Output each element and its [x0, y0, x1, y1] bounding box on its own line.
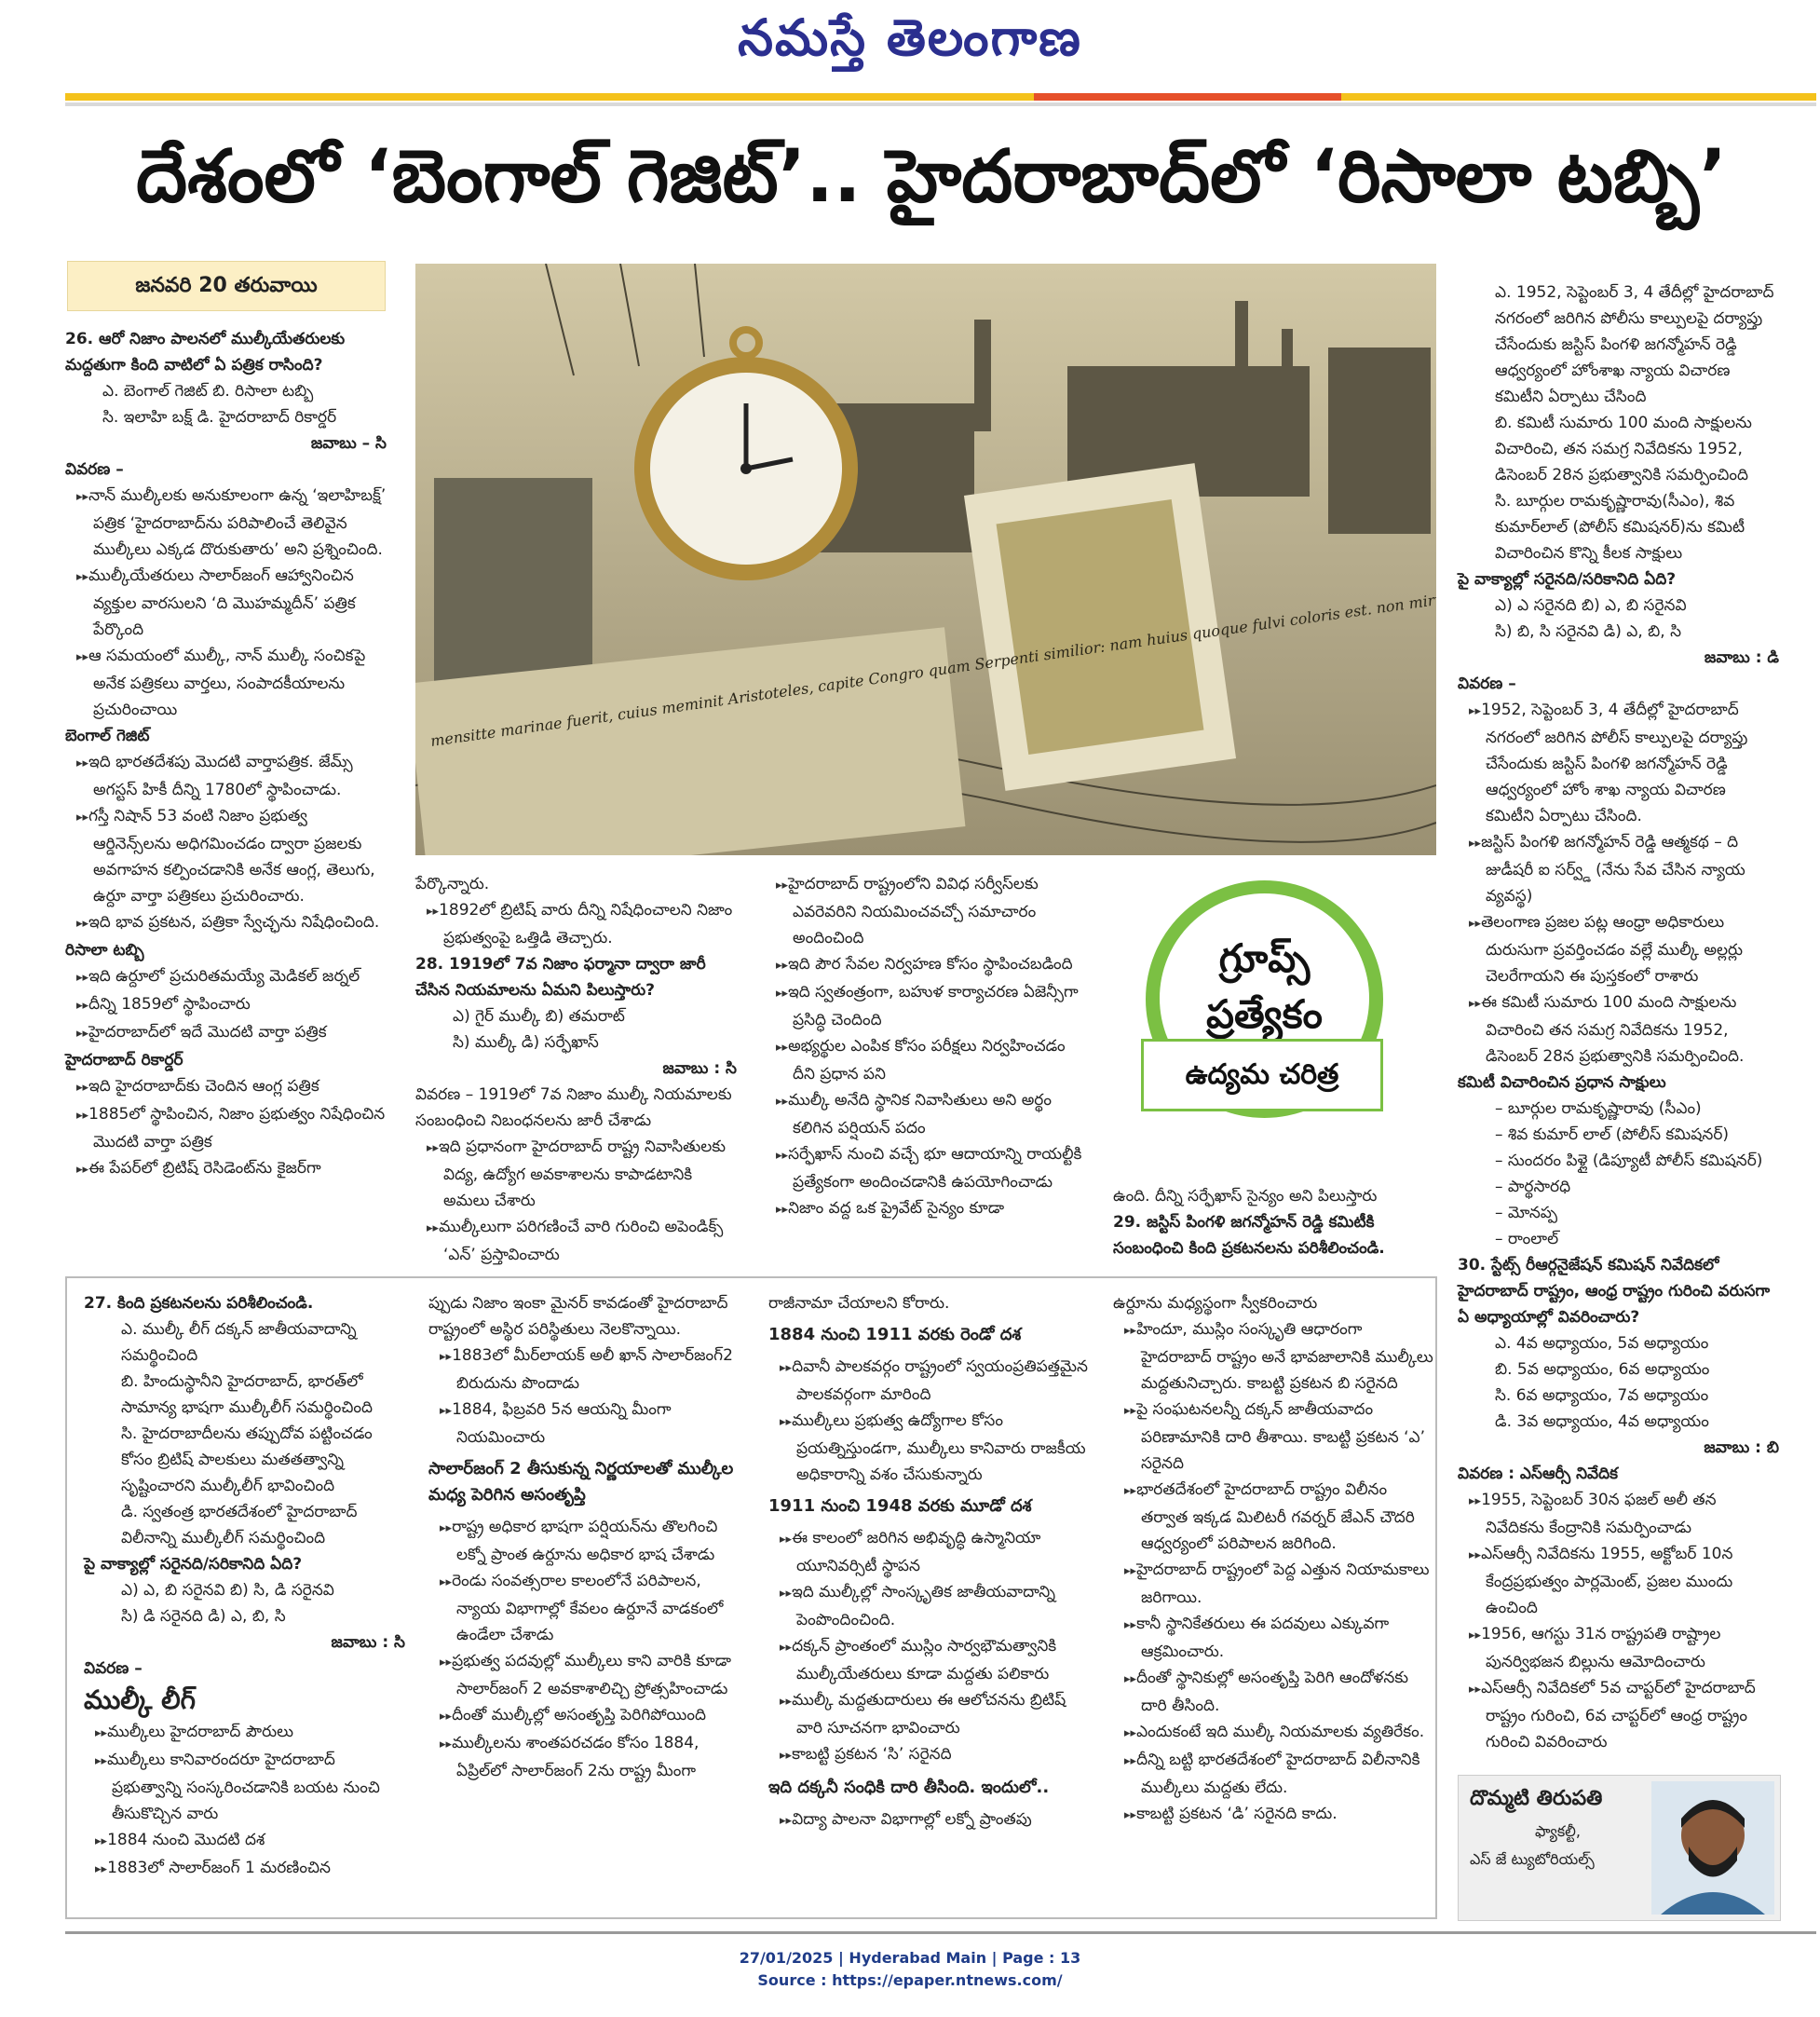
box1-question: 27. కింది ప్రకటనలను పరిశీలించండి.: [84, 1294, 314, 1313]
col5-option: – శివ కుమార్ లాల్ (పోలీస్ కమిషనర్): [1495, 1125, 1730, 1144]
col1-bullet: ▸▸ ముల్కీయేతరులు సాలార్‌జంగ్ ఆహ్వానించిన వ్యక్తుల వారసులని ‘ది మొహమ్మదీన్’ పత్రిక పేర్కొంది: [65, 563, 387, 643]
col1-bullet: ▸▸ ఇది ఉర్దూలో ప్రచురితమయ్యే మెడికల్ జర్నల్: [65, 963, 387, 991]
column-4: [1113, 1183, 1434, 1261]
page-footer: [0, 1947, 1820, 1992]
badge-line2: ప్రత్యేకం: [1206, 991, 1323, 1037]
avatar-icon: [1651, 1781, 1774, 1915]
header-thin-rule: [65, 102, 1816, 106]
box4-bullet: ▸▸ పై సంఘటనలన్నీ దక్కన్ జాతీయవాదం పరిణామానికి దారి తీశాయి. కాబట్టి ప్రకటన ‘ఎ’ సరైనది: [1113, 1397, 1434, 1477]
box3-bullet: ▸▸ ఈ కాలంలో జరిగిన అభివృద్ధి ఉస్మానియా యూనివర్సిటీ స్థాపన: [768, 1525, 1090, 1579]
author-designation: ఫ్యాకల్టీ,: [1535, 1822, 1581, 1840]
box-column-3: [768, 1290, 1090, 1834]
col2-question: 28. 1919లో 7వ నిజాం ఫర్మానా ద్వారా జారీ చేసిన నియమాలను ఏమని పిలుస్తారు?: [415, 955, 706, 1000]
col5-option: సి) బి, సి సరైనవి డి) ఎ, బి, సి: [1495, 622, 1682, 641]
col1-text: రిసాలా టబ్బి: [65, 941, 144, 960]
box3-bullet: ▸▸ ముల్కీ మద్దతుదారులు ఈ ఆలోచనను బ్రిటిష్ వారి సూచనగా భావించారు: [768, 1687, 1090, 1741]
photo-illustration: [415, 264, 1436, 855]
box1-option: డి. స్వతంత్ర భారతదేశంలో హైదరాబాద్ విలీనాన్ని ముల్కీలీగ్ సమర్థించింది: [121, 1503, 358, 1547]
box2-text: సాలార్‌జంగ్ 2 తీసుకున్న నిర్ణయాలతో ముల్కీల మధ్య పెరిగిన అసంతృప్తి: [428, 1459, 734, 1505]
col1-bullet: ▸▸ ఈ పేపర్‌లో బ్రిటిష్ రెసిడెంట్‌ను కైజర్‌గా: [65, 1155, 387, 1183]
box2-bullet: ▸▸ ముల్కీలను శాంతపరచడం కోసం 1884, ఏప్రిల్‌లో సాలార్‌జంగ్ 2ను రాష్ట్ర మీంగా: [428, 1730, 750, 1784]
box3-text: రాజీనామా చేయాలని కోరారు.: [768, 1294, 950, 1313]
col3-bullet: ▸▸ హైదరాబాద్ రాష్ట్రంలోని వివిధ సర్వీస్‌లకు ఎవరెవరిని నియమించవచ్చో సమాచారం అందించింది: [765, 871, 1086, 951]
col2-option: సి) ముల్కీ డి) సర్ఫేఖాస్: [453, 1033, 599, 1052]
box1-option: బి. హిందుస్థానీని హైదరాబాద్, భారత్‌లో సామాన్య భాషగా ముల్కీలీగ్ సమర్థించింది: [121, 1372, 374, 1417]
box-column-2: [428, 1290, 750, 1784]
col5-bullet: ▸▸ 1956, ఆగస్టు 31న రాష్ట్రపతి రాష్ట్రాల పునర్విభజన బిల్లును ఆమోదించారు: [1458, 1621, 1779, 1675]
photo-caption-text: mensitte marinae fuerit, cuius meminit Aristoteles, capite Congro quam Serpenti similior: nam huius quoque fulvi coloris est. non mirum: [428, 588, 1436, 750]
col2-bullet: ▸▸ ముల్కీలుగా పరిగణించే వారి గురించి అపెండిక్స్ ‘ఎన్’ ప్రస్తావించారు: [415, 1214, 737, 1268]
col3-bullet: ▸▸ ఇది పౌర సేవల నిర్వహణ కోసం స్థాపించబడింది: [765, 951, 1086, 979]
box-column-1: [84, 1290, 405, 1883]
col2-bullet: ▸▸ ఇది ప్రధానంగా హైదరాబాద్ రాష్ట్ర నివాసితులకు విద్య, ఉద్యోగ అవకాశాలను కాపాడటానికి అమలు చేశారు: [415, 1134, 737, 1214]
col5-answer: జవాబు : బి: [1704, 1438, 1779, 1457]
col1-bullet: ▸▸ ఆ సమయంలో ముల్కీ, నాన్ ముల్కీ సంచికపై అనేక పత్రికలు వార్తలు, సంపాదకీయాలను ప్రచురించాయి: [65, 643, 387, 723]
box4-bullet: ▸▸ హైదరాబాద్ రాష్ట్రంలో పెద్ద ఎత్తున నియామకాలు జరిగాయి.: [1113, 1557, 1434, 1611]
col5-answer: జవాబు : డి: [1704, 648, 1779, 667]
box1-bullet: ▸▸ 1883లో సాలార్‌జంగ్ 1 మరణించిన: [84, 1855, 405, 1883]
box1-option: సి. హైదరాబాదీలను తప్పుదోవ పట్టించడం కోసం బ్రిటిష్ పాలకులు మతతత్వాన్ని సృష్టించారని ముల్కీలీగ్ భావించింది: [121, 1424, 373, 1495]
col1-bullet: ▸▸ హైదరాబాద్‌లో ఇదే మొదటి వార్తా పత్రిక: [65, 1019, 387, 1047]
box3-bullet: ▸▸ కాబట్టి ప్రకటన ‘సి’ సరైనది: [768, 1741, 1090, 1769]
column-2: [415, 871, 1086, 1268]
badge-strip: ఉద్యమ చరిత్ర: [1141, 1039, 1383, 1111]
col1-answer: జవాబు – సి: [310, 434, 387, 453]
col5-option: ఎ) ఎ సరైనది బి) ఎ, బి సరైనవి: [1495, 596, 1687, 615]
article-photo: [415, 264, 1436, 855]
box1-option: ఎ) ఎ, బి సరైనవి బి) సి, డి సరైనవి: [121, 1581, 334, 1600]
col3-bullet: ▸▸ నిజాం వద్ద ఒక ప్రైవేట్ సైన్యం కూడా: [765, 1195, 1086, 1223]
column-5: [1458, 279, 1779, 1755]
box3-text: 1884 నుంచి 1911 వరకు రెండో దశ: [768, 1325, 1022, 1344]
box1-option: సి) డి సరైనది డి) ఎ, బి, సి: [121, 1607, 286, 1626]
column-1: [65, 326, 387, 1183]
col5-option: – బూర్గుల రామకృష్ణారావు (సీఎం): [1495, 1099, 1702, 1118]
col5-bullet: ▸▸ 1952, సెప్టెంబర్ 3, 4 తేదీల్లో హైదరాబాద్ నగరంలో జరిగిన పోలీస్ కాల్పులపై దర్యాప్తు చేసేందుకు జస్టిస్ పింగళి జగన్మోహన్ రెడ్డి ఆధ్వర్యంలో హోం శాఖ న్యాయ విచారణ కమిటీని ఏర్పాటు చేసింది.: [1458, 697, 1779, 829]
col5-option: – మోనప్ప: [1495, 1204, 1557, 1222]
box1-text: వివరణ –: [84, 1659, 143, 1678]
col5-bullet: ▸▸ ఎస్ఆర్సీ నివేదికలో 5వ చాప్టర్‌లో హైదరాబాద్ రాష్ట్రం గురించి, 6వ చాప్టర్‌లో ఆంధ్ర రాష్ట్రం గురించి వివరించారు: [1458, 1675, 1779, 1755]
box4-bullet: ▸▸ ఎందుకంటే ఇది ముల్కీ నియమాలకు వ్యతిరేకం.: [1113, 1719, 1434, 1747]
box2-bullet: ▸▸ రెండు సంవత్సరాల కాలంలోనే పరిపాలన, న్యాయ విభాగాల్లో కేవలం ఉర్దూనే వాడకంలో ఉండేలా చేశాడు: [428, 1568, 750, 1648]
author-card: [1458, 1775, 1781, 1921]
box3-text: 1911 నుంచి 1948 వరకు మూడో దశ: [768, 1496, 1032, 1516]
footer-date-edition: 27/01/2025 | Hyderabad Main | Page : 13: [739, 1949, 1081, 1967]
box3-bullet: ▸▸ ముల్కీలు ప్రభుత్వ ఉద్యోగాల కోసం ప్రయత్నిస్తుండగా, ముల్కీలు కానివారు రాజకీయ అధికారాన్ని వశం చేసుకున్నారు: [768, 1408, 1090, 1488]
box1-answer: జవాబు : సి: [331, 1633, 405, 1652]
box3-bullet: ▸▸ ఇది ముల్కీల్లో సాంస్కృతిక జాతీయవాదాన్ని పెంపొందించింది.: [768, 1579, 1090, 1633]
col3-bullet: ▸▸ అభ్యర్థుల ఎంపిక కోసం పరీక్షలు నిర్వహించడం దీని ప్రధాన పని: [765, 1033, 1086, 1087]
col5-text: వివరణ –: [1458, 675, 1516, 693]
col1-option: సి. ఇలాహి బక్ష్ డి. హైదరాబాద్ రికార్డర్: [102, 408, 337, 427]
box4-bullet: ▸▸ హిందూ, ముస్లిం సంస్కృతి ఆధారంగా హైదరాబాద్ రాష్ట్రం అనే భావజాలానికి ముల్కీలు మద్దతునిచ్చారు. కాబట్టి ప్రకటన బి సరైనది: [1113, 1316, 1434, 1397]
box1-bullet: ▸▸ 1884 నుంచి మొదటి దశ: [84, 1827, 405, 1855]
masthead-logo: నమస్తే తెలంగాణ: [738, 7, 1082, 67]
col4-question: 29. జస్టిస్ పింగళి జగన్మోహన్ రెడ్డి కమిటీకి సంబంధించి కింది ప్రకటనలను పరిశీలించండి.: [1113, 1213, 1385, 1258]
footer-source-link[interactable]: Source : https://epaper.ntnews.com/: [757, 1971, 1063, 1989]
col1-bullet: ▸▸ ఇది హైదరాబాద్‌కు చెందిన ఆంగ్ల పత్రిక: [65, 1073, 387, 1101]
col1-text: బెంగాల్ గెజిట్: [65, 727, 150, 745]
col5-question: పై వాక్యాల్లో సరైనది/సరికానిది ఏది?: [1458, 570, 1677, 589]
box3-text: ఇది దక్కనీ సంధికి దారి తీసింది. ఇందులో..: [768, 1778, 1050, 1797]
col5-bullet: ▸▸ జస్టిస్ పింగళి జగన్మోహన్ రెడ్డి ఆత్మకథ – ది జుడీషరీ ఐ సర్వ్డ్ (నేను సేవ చేసిన న్యాయ వ్యవస్థ): [1458, 829, 1779, 909]
col5-option: – పార్థసారధి: [1495, 1178, 1571, 1196]
col5-option: బి. కమిటీ సుమారు 100 మంది సాక్షులను విచారించి, తన సమగ్ర నివేదికను 1952, డిసెంబర్ 28న ప్రభుత్వానికి సమర్పించింది: [1495, 414, 1752, 484]
col2-text: పేర్కొన్నారు.: [415, 875, 490, 893]
col3-bullet: ▸▸ సర్ఫేఖాస్ నుంచి వచ్చే భూ ఆదాయాన్ని రాయల్టీకి ప్రత్యేకంగా అందించడానికి ఉపయోగించాడు: [765, 1141, 1086, 1195]
box-column-4: [1113, 1290, 1434, 1829]
box1-question: పై వాక్యాల్లో సరైనది/సరికానిది ఏది?: [84, 1555, 303, 1574]
col1-bullet: ▸▸ దీన్ని 1859లో స్థాపించారు: [65, 991, 387, 1019]
col2-answer: జవాబు : సి: [662, 1059, 737, 1078]
col1-bullet: ▸▸ గస్తీ నిషాన్ 53 వంటి నిజాం ప్రభుత్వ ఆర్డినెన్స్‌లను అధిగమించడం ద్వారా ప్రజలకు అవగాహన కల్పించడానికి అనేక ఆంగ్ల, తెలుగు, ఉర్దూ వార్తా పత్రికలు ప్రచురించారు.: [65, 803, 387, 909]
col5-option: – రాంలాల్: [1495, 1230, 1559, 1248]
box4-text: ఉర్దూను మధ్యస్థంగా స్వీకరించారు: [1113, 1294, 1318, 1313]
box3-bullet: ▸▸ విద్యా పాలనా విభాగాల్లో లక్నో ప్రాంతపు: [768, 1806, 1090, 1834]
header-accent-rule: [1034, 93, 1341, 101]
author-photo: [1651, 1781, 1774, 1915]
col2-bullet: ▸▸ 1892లో బ్రిటిష్ వారు దీన్ని నిషేధించాలని నిజాం ప్రభుత్వంపై ఒత్తిడి తెచ్చారు.: [415, 897, 737, 951]
header-rule: [65, 93, 1816, 101]
author-name: దొమ్మటి తిరుపతి: [1470, 1787, 1603, 1810]
col1-bullet: ▸▸ ఇది భారతదేశపు మొదటి వార్తాపత్రిక. జేమ్స్ అగస్టస్ హికీ దీన్ని 1780లో స్థాపించాడు.: [65, 749, 387, 803]
box4-bullet: ▸▸ కానీ స్థానికేతరులు ఈ పదవులు ఎక్కువగా ఆక్రమించారు.: [1113, 1611, 1434, 1665]
col5-text: వివరణ : ఎస్ఆర్సీ నివేదిక: [1458, 1465, 1618, 1483]
col5-option: సి. బూర్గుల రామకృష్ణారావు(సీఎం), శివ కుమార్‌లాల్ (పోలీస్ కమిషనర్)ను కమిటీ విచారించిన కొన్ని కీలక సాక్షులు: [1495, 492, 1745, 563]
box1-option: ఎ. ముల్కీ లీగ్ దక్కన్ జాతీయవాదాన్ని సమర్థించింది: [121, 1320, 357, 1365]
col5-text: కమిటీ విచారించిన ప్రధాన సాక్షులు: [1458, 1073, 1666, 1092]
col1-option: ఎ. బెంగాల్ గెజిట్ బి. రిసాలా టబ్బి: [102, 382, 314, 401]
col5-option: బి. 5వ అధ్యాయం, 6వ అధ్యాయం: [1495, 1360, 1710, 1379]
box3-bullet: ▸▸ దివానీ పాలకవర్గం రాష్ట్రంలో స్వయంప్రతిపత్తమైన పాలకవర్గంగా మారింది: [768, 1354, 1090, 1408]
col5-option: డి. 3వ అధ్యాయం, 4వ అధ్యాయం: [1495, 1412, 1709, 1431]
box1-bullet: ▸▸ ముల్కీలు కానివారందరూ హైదరాబాద్ ప్రభుత్వాన్ని సంస్కరించడానికి బయట నుంచి తీసుకొచ్చిన వారు: [84, 1747, 405, 1827]
col5-bullet: ▸▸ ఈ కమిటీ సుమారు 100 మంది సాక్షులను విచారించి తన సమగ్ర నివేదికను 1952, డిసెంబర్ 28న ప్రభుత్వానికి సమర్పించింది.: [1458, 989, 1779, 1070]
article-headline: దేశంలో ‘బెంగాల్ గెజిట్’.. హైదరాబాద్‌లో ‘రిసాలా టబ్బి’: [136, 135, 1727, 219]
col3-bullet: ▸▸ ఇది స్వతంత్రంగా, బహుళ కార్యాచరణ ఏజెన్సీగా ప్రసిద్ధి చెందింది: [765, 979, 1086, 1033]
col2-text: వివరణ – 1919లో 7వ నిజాం ముల్కీ నియమాలకు సంబంధించి నిబంధనలను జారీ చేశాడు: [415, 1085, 732, 1130]
box4-bullet: ▸▸ దీంతో స్థానికుల్లో అసంతృప్తి పెరిగి ఆందోళనకు దారి తీసింది.: [1113, 1665, 1434, 1719]
box4-bullet: ▸▸ కాబట్టి ప్రకటన ‘డి’ సరైనది కాదు.: [1113, 1801, 1434, 1829]
col1-bullet: ▸▸ నాన్ ముల్కీలకు అనుకూలంగా ఉన్న ‘ఇలాహిబక్ష్’ పత్రిక ‘హైదరాబాద్‌ను పరిపాలించే తెలివైన ముల్కీలు ఎక్కడ దొరుకుతారు’ అని ప్రశ్నించింది.: [65, 483, 387, 563]
box1-text: ముల్కీ లీగ్: [84, 1684, 196, 1715]
col5-question: 30. స్టేట్స్ రీఆర్గనైజేషన్ కమిషన్ నివేదికలో హైదరాబాద్ రాష్ట్రం, ఆంధ్ర రాష్ట్రం గురించి వరుసగా ఏ అధ్యాయాల్లో వివరించారు?: [1458, 1256, 1771, 1327]
col3-bullet: ▸▸ ముల్కీ అనేది స్థానిక నివాసితులు అని అర్థం కలిగిన పర్షియన్ పదం: [765, 1087, 1086, 1141]
author-institute: ఎస్ జే ట్యుటోరియల్స్: [1470, 1850, 1595, 1868]
col5-option: – సుందరం పిళ్లై (డిప్యూటీ పోలీస్ కమిషనర్): [1495, 1152, 1763, 1170]
box3-bullet: ▸▸ దక్కన్ ప్రాంతంలో ముస్లిం సార్వభౌమత్వానికి ముల్కీయేతరులు కూడా మద్దతు పలికారు: [768, 1633, 1090, 1687]
box2-text: ప్పుడు నిజాం ఇంకా మైనర్ కావడంతో హైదరాబాద్ రాష్ట్రంలో అస్థిర పరిస్థితులు నెలకొన్నాయి.: [428, 1294, 728, 1339]
groups-special-badge: [1141, 880, 1392, 1151]
col1-text: హైదరాబాద్ రికార్డర్: [65, 1051, 183, 1070]
col5-option: ఎ. 1952, సెప్టెంబర్ 3, 4 తేదీల్లో హైదరాబాద్ నగరంలో జరిగిన పోలీసు కాల్పులపై దర్యాప్తు చేసేందుకు జస్టిస్ పింగళి జగన్మోహన్ రెడ్డి ఆధ్వర్యంలో హోంశాఖ న్యాయ విచారణ కమిటీని ఏర్పాటు చేసింది: [1495, 283, 1774, 406]
box2-bullet: ▸▸ 1884, ఫిబ్రవరి 5న ఆయన్ని మీంగా నియమించారు: [428, 1397, 750, 1451]
col5-bullet: ▸▸ 1955, సెప్టెంబర్ 30న ఫజల్ అలీ తన నివేదికను కేంద్రానికి సమర్పించాడు: [1458, 1487, 1779, 1541]
col4-text: ఉంది. దీన్ని సర్ఫేఖాస్ సైన్యం అని పిలుస్తారు: [1113, 1187, 1378, 1206]
col5-bullet: ▸▸ తెలంగాణ ప్రజల పట్ల ఆంధ్రా అధికారులు దురుసుగా ప్రవర్తించడం వల్లే ముల్కీ అల్లర్లు చెలరేగాయని ఈ పుస్తకంలో రాశారు: [1458, 909, 1779, 989]
col5-option: సి. 6వ అధ్యాయం, 7వ అధ్యాయం: [1495, 1386, 1709, 1405]
badge-line1: గ్రూప్స్: [1218, 935, 1311, 981]
col1-text: వివరణ –: [65, 460, 124, 479]
col1-question: 26. ఆరో నిజాం పాలనలో ముల్కీయేతరులకు మద్దతుగా కింది వాటిలో ఏ పత్రిక రాసింది?: [65, 330, 346, 375]
continuation-tag: జనవరి 20 తరువాయి: [67, 261, 386, 311]
box2-bullet: ▸▸ రాష్ట్ర అధికార భాషగా పర్షియన్‌ను తొలగించి లక్నో ప్రాంత ఉర్దూను అధికార భాష చేశాడు: [428, 1514, 750, 1568]
col1-bullet: ▸▸ ఇది భావ ప్రకటన, పత్రికా స్వేచ్ఛను నిషేధించింది.: [65, 909, 387, 937]
box1-bullet: ▸▸ ముల్కీలు హైదరాబాద్ పౌరులు: [84, 1719, 405, 1747]
box4-bullet: ▸▸ దీన్ని బట్టి భారతదేశంలో హైదరాబాద్ విలీనానికి ముల్కీలు మద్దతు లేదు.: [1113, 1747, 1434, 1801]
footer-rule: [65, 1931, 1816, 1934]
box2-bullet: ▸▸ 1883లో మీర్‌లాయక్ అలీ ఖాన్ సాలార్‌జంగ్2 బిరుదును పొందాడు: [428, 1342, 750, 1397]
col5-bullet: ▸▸ ఎస్ఆర్సీ నివేదికను 1955, అక్టోబర్ 10న కేంద్రప్రభుత్వం పార్లమెంట్, ప్రజల ముందు ఉంచింది: [1458, 1541, 1779, 1621]
col1-bullet: ▸▸ 1885లో స్థాపించిన, నిజాం ప్రభుత్వం నిషేధించిన మొదటి వార్తా పత్రిక: [65, 1101, 387, 1155]
box2-bullet: ▸▸ దీంతో ముల్కీల్లో అసంతృప్తి పెరిగిపోయింది: [428, 1702, 750, 1730]
col5-option: ఎ. 4వ అధ్యాయం, 5వ అధ్యాయం: [1495, 1334, 1709, 1353]
box4-bullet: ▸▸ భారతదేశంలో హైదరాబాద్ రాష్ట్రం విలీనం తర్వాత ఇక్కడ మిలిటరీ గవర్నర్ జేఎన్ చౌదరి ఆధ్వర్యంలో పరిపాలన జరిగింది.: [1113, 1477, 1434, 1557]
box2-bullet: ▸▸ ప్రభుత్వ పదవుల్లో ముల్కీలు కాని వారికి కూడా సాలార్‌జంగ్ 2 అవకాశాలిచ్చి ప్రోత్సహించాడు: [428, 1648, 750, 1702]
col2-option: ఎ) గైర్ ముల్కీ బి) తమరాట్: [453, 1007, 625, 1026]
